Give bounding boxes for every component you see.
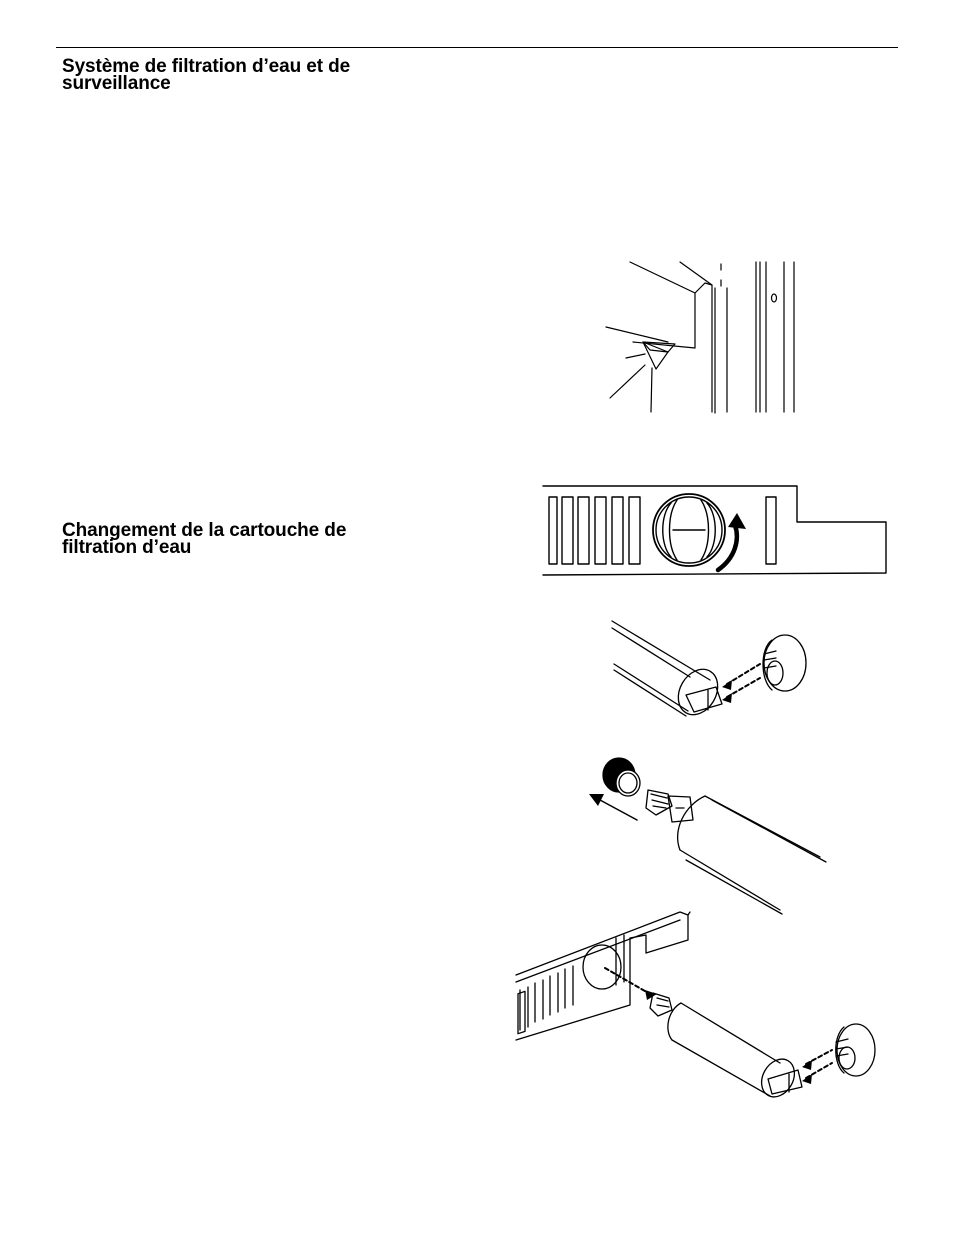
heading-line: Changement de la cartouche de xyxy=(62,520,347,541)
remove-cartridge-icon xyxy=(612,621,806,722)
heading-line: surveillance xyxy=(62,73,171,94)
insert-cartridge-icon xyxy=(516,912,875,1103)
heading-line: filtration d’eau xyxy=(62,537,192,558)
remove-cap-icon xyxy=(589,758,826,914)
filter-indicator-light-icon xyxy=(606,262,794,413)
heading-line: Système de filtration d’eau et de xyxy=(62,56,351,77)
filter-knob-rotate-icon xyxy=(543,486,886,575)
